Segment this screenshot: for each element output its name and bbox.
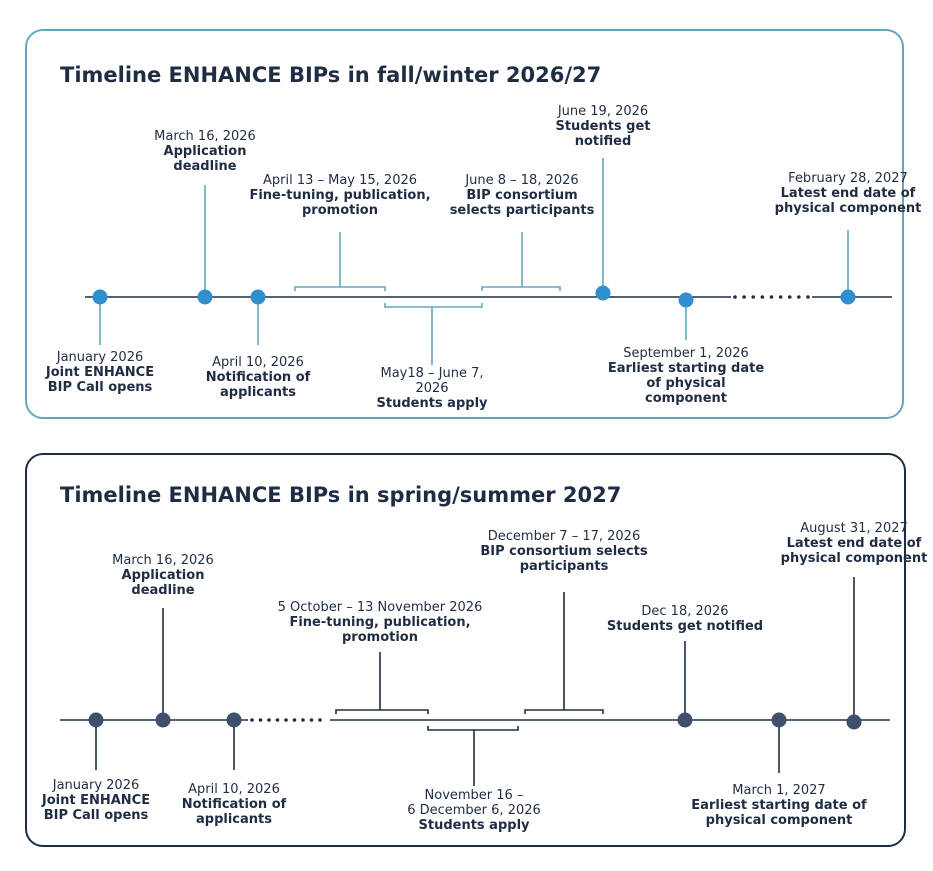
event-description: BIP consortium selects — [480, 544, 648, 559]
event-description: promotion — [342, 630, 418, 645]
event-date: December 7 – 17, 2026 — [487, 529, 641, 544]
event-description: applicants — [196, 812, 272, 827]
event-description: Students get notified — [606, 619, 764, 634]
event-label — [450, 173, 595, 218]
ellipsis-dot — [310, 718, 314, 722]
event-description: component — [645, 391, 727, 406]
ellipsis-dot — [318, 718, 322, 722]
panel-title: Timeline ENHANCE BIPs in spring/summer 2027 — [60, 483, 622, 507]
ellipsis-dot — [788, 295, 792, 299]
ellipsis-dot — [761, 295, 765, 299]
event-date: March 16, 2026 — [154, 129, 256, 144]
event-description: deadline — [131, 583, 195, 598]
event-date: August 31, 2027 — [800, 521, 908, 536]
ellipsis-dot — [276, 718, 280, 722]
event-label — [278, 600, 483, 645]
event-date: April 10, 2026 — [188, 782, 280, 797]
period-bracket — [295, 287, 385, 291]
period-bracket — [428, 726, 518, 730]
event-label — [407, 788, 541, 833]
milestone-dot — [847, 715, 862, 730]
event-description: physical component — [774, 201, 922, 216]
event-description: of physical — [646, 376, 726, 391]
event-date: November 16 – — [424, 788, 524, 803]
ellipsis-dot — [284, 718, 288, 722]
event-date: June 8 – 18, 2026 — [465, 173, 579, 188]
event-label — [555, 104, 650, 149]
ellipsis-dot — [742, 295, 746, 299]
milestone-dot — [772, 713, 787, 728]
event-description: selects participants — [449, 203, 595, 218]
event-description: physical component — [780, 551, 928, 566]
event-date: March 1, 2027 — [732, 783, 826, 798]
ellipsis-dot — [250, 718, 254, 722]
milestone-dot — [251, 290, 266, 305]
event-description: Students get — [555, 119, 651, 134]
event-description: Earliest starting date — [607, 361, 765, 376]
event-date: April 13 – May 15, 2026 — [262, 173, 418, 188]
event-label — [112, 553, 214, 598]
ellipsis-dot — [267, 718, 271, 722]
ellipsis-dot — [259, 718, 263, 722]
ellipsis-dot — [293, 718, 297, 722]
event-date: September 1, 2026 — [623, 346, 749, 361]
event-date: April 10, 2026 — [212, 355, 304, 370]
event-date: 5 October – 13 November 2026 — [277, 600, 483, 615]
event-date: Dec 18, 2026 — [641, 604, 729, 619]
milestone-dot — [841, 290, 856, 305]
event-description: BIP consortium — [466, 188, 578, 203]
period-bracket — [525, 710, 603, 714]
event-label — [206, 355, 311, 400]
event-description: physical component — [705, 813, 853, 828]
milestone-dot — [679, 293, 694, 308]
event-description: Joint ENHANCE — [45, 365, 155, 380]
event-description: deadline — [173, 159, 237, 174]
ellipsis-dot — [751, 295, 755, 299]
event-description: Notification of — [181, 797, 287, 812]
event-label — [775, 171, 922, 216]
event-description: Notification of — [205, 370, 311, 385]
event-description: BIP Call opens — [43, 808, 149, 823]
ellipsis-dot — [779, 295, 783, 299]
event-date: January 2026 — [52, 778, 140, 793]
ellipsis-dot — [301, 718, 305, 722]
event-date: January 2026 — [56, 350, 144, 365]
period-bracket — [336, 710, 428, 714]
event-description: participants — [519, 559, 609, 574]
event-label — [781, 521, 928, 566]
event-description: Students apply — [418, 818, 530, 833]
event-label — [691, 783, 866, 828]
ellipsis-dot — [733, 295, 737, 299]
event-description: Earliest starting date of — [691, 798, 867, 813]
event-label — [42, 778, 150, 823]
ellipsis-dot — [770, 295, 774, 299]
event-description: BIP Call opens — [47, 380, 153, 395]
event-description: Joint ENHANCE — [41, 793, 151, 808]
milestone-dot — [227, 713, 242, 728]
milestone-dot — [93, 290, 108, 305]
event-label — [182, 782, 287, 827]
milestone-dot — [596, 286, 611, 301]
event-date: June 19, 2026 — [557, 104, 649, 119]
event-label — [46, 350, 154, 395]
event-description: Application — [121, 568, 205, 583]
ellipsis-dot — [797, 295, 801, 299]
ellipsis-dot — [806, 295, 810, 299]
event-description: applicants — [220, 385, 296, 400]
panel-title: Timeline ENHANCE BIPs in fall/winter 2026/27 — [60, 63, 602, 87]
event-date-cont: 2026 — [415, 381, 449, 396]
event-description: notified — [574, 134, 632, 149]
event-description: Fine-tuning, publication, — [289, 615, 471, 630]
event-description: Application — [163, 144, 247, 159]
milestone-dot — [678, 713, 693, 728]
milestone-dot — [156, 713, 171, 728]
milestone-dot — [198, 290, 213, 305]
period-bracket — [385, 303, 482, 307]
event-label — [608, 346, 764, 406]
event-date-cont: 6 December 6, 2026 — [407, 803, 541, 818]
event-description: Fine-tuning, publication, — [249, 188, 431, 203]
event-label — [607, 604, 763, 634]
event-description: Students apply — [376, 396, 488, 411]
event-label — [249, 173, 430, 218]
event-description: Latest end date of — [786, 536, 922, 551]
milestone-dot — [89, 713, 104, 728]
event-label — [154, 129, 256, 174]
event-description: Latest end date of — [780, 186, 916, 201]
period-bracket — [482, 287, 560, 291]
event-date: February 28, 2027 — [788, 171, 908, 186]
event-date: March 16, 2026 — [112, 553, 214, 568]
event-label — [376, 366, 487, 411]
event-date: May18 – June 7, — [380, 366, 484, 381]
event-label — [480, 529, 647, 574]
event-description: promotion — [302, 203, 378, 218]
